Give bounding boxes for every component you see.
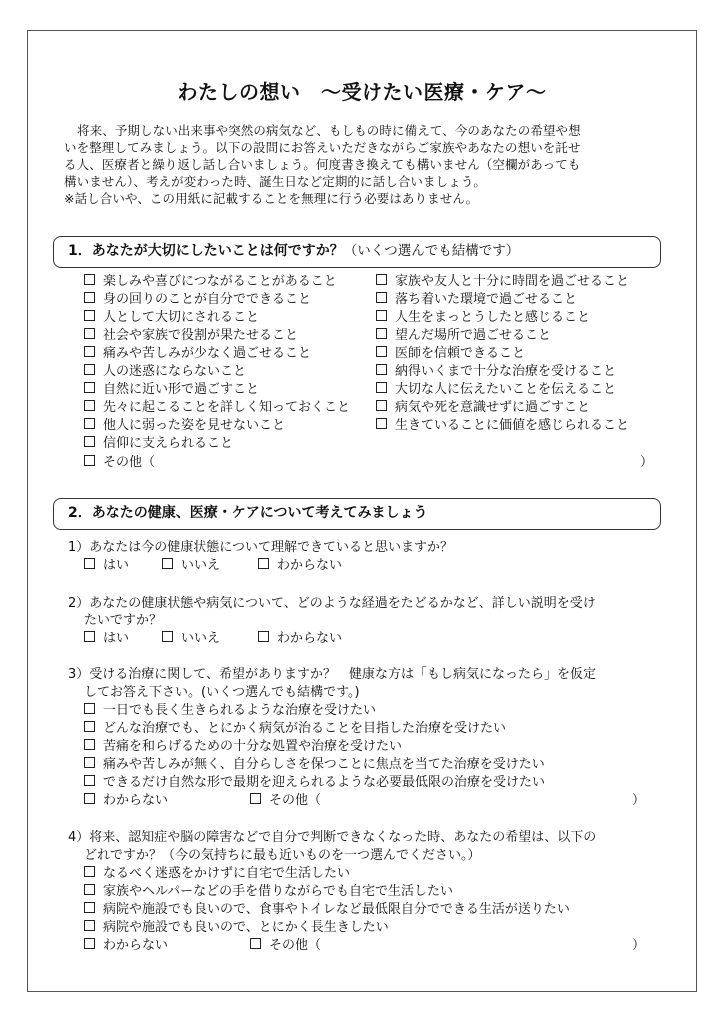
question-3-text-cont: してお答え下さい。(いくつ選んでも結構です。) [84,685,360,700]
checkbox-icon[interactable] [84,400,95,411]
checkbox-option[interactable]: 社会や家族で役割が果たせること [84,328,298,344]
checkbox-option-other[interactable]: その他（ [84,455,155,471]
section1-heading-text: 1．あなたが大切にしたいことは何ですか？ [68,243,344,259]
intro-note: ※話し合いや、この用紙に記載することを無理に行う必要はありません。 [64,191,479,206]
checkbox-icon[interactable] [250,938,261,949]
checkbox-option[interactable]: 身の回りのことが自分でできること [84,292,311,308]
checkbox-option[interactable]: 楽しみや喜びにつながることがあること [84,274,337,290]
checkbox-icon[interactable] [376,382,387,393]
question-3-text: 3）受ける治療に関して、希望がありますか？ 健康な方は「もし病気になったら」を仮定 [68,667,597,682]
checkbox-icon[interactable] [84,775,95,786]
question-2-text: 2）あなたの健康状態や病気について、どのような経過をたどるかなど、詳しい説明を受け [68,596,596,611]
checkbox-option-other[interactable]: その他（ [250,793,321,809]
checkbox-option[interactable]: 望んだ場所で過ごせること [376,328,551,344]
checkbox-option[interactable]: 一日でも長く生きられるような治療を受けたい [84,703,376,719]
checkbox-option-unknown[interactable]: わからない [84,793,168,809]
checkbox-option[interactable]: 先々に起こることを詳しく知っておくこと [84,400,350,416]
checkbox-option-yes[interactable]: はい [84,558,129,574]
section2-heading [53,498,661,530]
checkbox-icon[interactable] [376,328,387,339]
checkbox-icon[interactable] [84,793,95,804]
checkbox-icon[interactable] [84,328,95,339]
other-close-paren: ） [640,455,654,470]
checkbox-option-unknown[interactable]: わからない [258,558,342,574]
checkbox-option[interactable]: 納得いくまで十分な治療を受けること [376,364,616,380]
other-close-paren: ） [632,793,646,808]
checkbox-option-other[interactable]: その他（ [250,938,321,954]
question-1-text: 1）あなたは今の健康状態について理解できていると思いますか？ [68,540,454,555]
checkbox-option[interactable]: 病院や施設でも良いので、とにかく長生きしたい [84,920,389,936]
checkbox-icon[interactable] [376,310,387,321]
section2-heading-text: 2．あなたの健康、医療・ケアについて考えてみましょう [68,505,428,521]
checkbox-icon[interactable] [258,558,269,569]
checkbox-icon[interactable] [376,292,387,303]
section1-heading-note: （いくつ選んでも結構です） [343,243,520,259]
checkbox-icon[interactable] [84,455,95,466]
checkbox-icon[interactable] [84,310,95,321]
checkbox-option[interactable]: 自然に近い形で過ごすこと [84,382,259,398]
intro-line: 構いません）、考えが変わった時、誕生日など定期的に話し合いましょう。 [64,174,487,189]
checkbox-icon[interactable] [376,364,387,375]
checkbox-option[interactable]: 他人に弱った姿を見せないこと [84,418,285,434]
checkbox-option[interactable]: 家族やヘルパーなどの手を借りながらでも自宅で生活したい [84,884,453,900]
checkbox-icon[interactable] [84,292,95,303]
checkbox-option[interactable]: どんな治療でも、とにかく病気が治ることを目指した治療を受けたい [84,721,506,737]
checkbox-icon[interactable] [84,938,95,949]
checkbox-icon[interactable] [84,902,95,913]
checkbox-option-unknown[interactable]: わからない [258,631,342,647]
checkbox-option-yes[interactable]: はい [84,631,129,647]
checkbox-option[interactable]: できるだけ自然な形で最期を迎えられるような必要最低限の治療を受けたい [84,775,545,791]
checkbox-icon[interactable] [376,346,387,357]
checkbox-option[interactable]: 病気や死を意識せずに過ごすこと [376,400,590,416]
checkbox-option[interactable]: 生きていることに価値を感じられること [376,418,629,434]
checkbox-icon[interactable] [376,274,387,285]
checkbox-option[interactable]: 人として大切にされること [84,310,259,326]
question-4-text-cont: どれですか？（今の気持ちに最も近いものを一つ選んでください。） [84,848,481,863]
checkbox-option-no[interactable]: いいえ [162,631,220,647]
intro-text [64,122,664,207]
checkbox-option[interactable]: 苦痛を和らげるための十分な処置や治療を受けたい [84,739,402,755]
question-4-text: 4）将来、認知症や脳の障害などで自分で判断できなくなった時、あなたの希望は、以下の [68,830,597,845]
question-2-text-cont: たいですか？ [84,613,163,628]
checkbox-option-no[interactable]: いいえ [162,558,220,574]
checkbox-option[interactable]: 落ち着いた環境で過ごせること [376,292,577,308]
section1-heading [53,236,661,268]
checkbox-option-unknown[interactable]: わからない [84,938,168,954]
checkbox-icon[interactable] [84,558,95,569]
checkbox-icon[interactable] [84,739,95,750]
intro-line: いを整理してみましょう。以下の設問にお答えいただきながらご家族やあなたの想いを託せ [64,140,581,155]
checkbox-icon[interactable] [84,703,95,714]
checkbox-icon[interactable] [84,382,95,393]
checkbox-icon[interactable] [84,274,95,285]
checkbox-icon[interactable] [84,757,95,768]
checkbox-option[interactable]: 痛みや苦しみが無く、自分らしさを保つことに焦点を当てた治療を受けたい [84,757,545,773]
checkbox-option[interactable]: 医師を信頼できること [376,346,525,362]
checkbox-option[interactable]: 大切な人に伝えたいことを伝えること [376,382,616,398]
checkbox-icon[interactable] [162,558,173,569]
checkbox-icon[interactable] [250,793,261,804]
checkbox-icon[interactable] [162,631,173,642]
checkbox-icon[interactable] [376,400,387,411]
checkbox-option[interactable]: 痛みや苦しみが少なく過ごせること [84,346,311,362]
page-title: わたしの想い ～受けたい医療・ケア～ [177,80,547,104]
intro-line: 将来、予期しない出来事や突然の病気など、もしもの時に備えて、今のあなたの希望や想 [77,123,581,138]
checkbox-icon[interactable] [84,884,95,895]
checkbox-option[interactable]: 人生をまっとうしたと感じること [376,310,590,326]
intro-line: る人、医療者と繰り返し話し合いましょう。何度書き換えても構いません（空欄があっても [64,157,581,172]
checkbox-icon[interactable] [84,436,95,447]
checkbox-option[interactable]: 人の迷惑にならないこと [84,364,246,380]
checkbox-icon[interactable] [84,631,95,642]
checkbox-icon[interactable] [84,346,95,357]
checkbox-option[interactable]: なるべく迷惑をかけずに自宅で生活したい [84,866,350,882]
checkbox-icon[interactable] [258,631,269,642]
checkbox-icon[interactable] [84,418,95,429]
checkbox-icon[interactable] [84,364,95,375]
checkbox-icon[interactable] [84,920,95,931]
checkbox-icon[interactable] [376,418,387,429]
checkbox-icon[interactable] [84,866,95,877]
checkbox-option[interactable]: 家族や友人と十分に時間を過ごせること [376,274,629,290]
other-close-paren: ） [632,938,646,953]
checkbox-icon[interactable] [84,721,95,732]
checkbox-option[interactable]: 信仰に支えられること [84,436,233,452]
checkbox-option[interactable]: 病院や施設でも良いので、食事やトイレなど最低限自分でできる生活が送りたい [84,902,570,918]
